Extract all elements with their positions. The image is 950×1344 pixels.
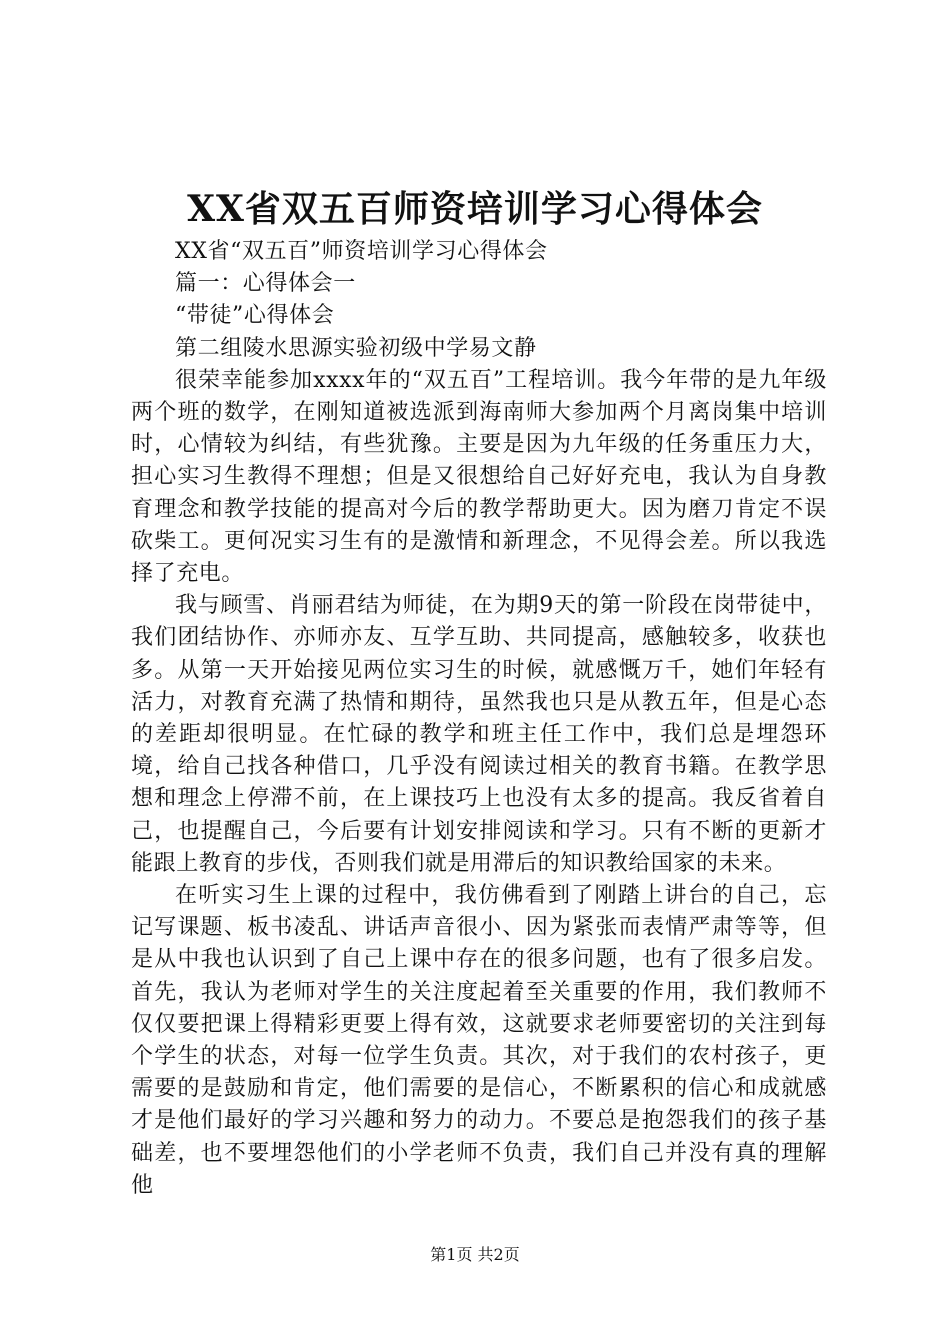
paragraph-author-line: 第二组陵水思源实验初级中学易文静 (175, 335, 537, 361)
document-body (131, 236, 827, 1202)
paragraph-subtitle: XX省“双五百”师资培训学习心得体会 (175, 239, 548, 264)
paragraph-section-heading: 篇一：心得体会一 (175, 271, 356, 297)
paragraph-essay-title: “带徒”心得体会 (175, 303, 335, 329)
paragraph-body: 在听实习生上课的过程中，我仿佛看到了刚踏上讲台的自己，忘记写课题、板书凌乱、讲话声音很小、因为紧张而表情严肃等等，但是从中我也认识到了自己上课中存在的很多问题，也有了很多启发。首先，我认为老师对学生的关注度起着至关重要的作用，我们教师不仅仅要把课上得精彩更要上得有效，这就要求老师要密切的关注到每个学生的状态，对每一位学生负责。其次，对于我们的农村孩子，更需要的是鼓励和肯定，他们需要的是信心，不断累积的信心和成就感才是他们最好的学习兴趣和努力的动力。不要总是抱怨我们的孩子基础差，也不要埋怨他们的小学老师不负责，我们自己并没有真的理解他 (131, 883, 827, 1198)
document-title: XX省双五百师资培训学习心得体会 (187, 188, 763, 230)
page-indicator: 第1页 共2页 (430, 1245, 520, 1264)
paragraph-body: 很荣幸能参加xxxx年的“双五百”工程培训。我今年带的是九年级两个班的数学，在刚知道被选派到海南师大参加两个月离岗集中培训时，心情较为纠结，有些犹豫。主要是因为九年级的任务重压力大，担心实习生教得不理想；但是又很想给自己好好充电，我认为自身教育理念和教学技能的提高对今后的教学帮助更大。因为磨刀肯定不误砍柴工。更何况实习生有的是激情和新理念，不见得会差。所以我选择了充电。 (131, 367, 827, 587)
paragraph-body: 我与顾雪、肖丽君结为师徒，在为期9天的第一阶段在岗带徒中，我们团结协作、亦师亦友、互学互助、共同提高，感触较多，收获也多。从第一天开始接见两位实习生的时候，就感慨万千，她们年轻有活力，对教育充满了热情和期待，虽然我也只是从教五年，但是心态的差距却很明显。在忙碌的教学和班主任工作中，我们总是埋怨环境，给自己找各种借口，几乎没有阅读过相关的教育书籍。在教学思想和理念上停滞不前，在上课技巧上也没有太多的提高。我反省着自己，也提醒自己，今后要有计划安排阅读和学习。只有不断的更新才能跟上教育的步伐，否则我们就是用滞后的知识教给国家的未来。 (131, 593, 827, 876)
